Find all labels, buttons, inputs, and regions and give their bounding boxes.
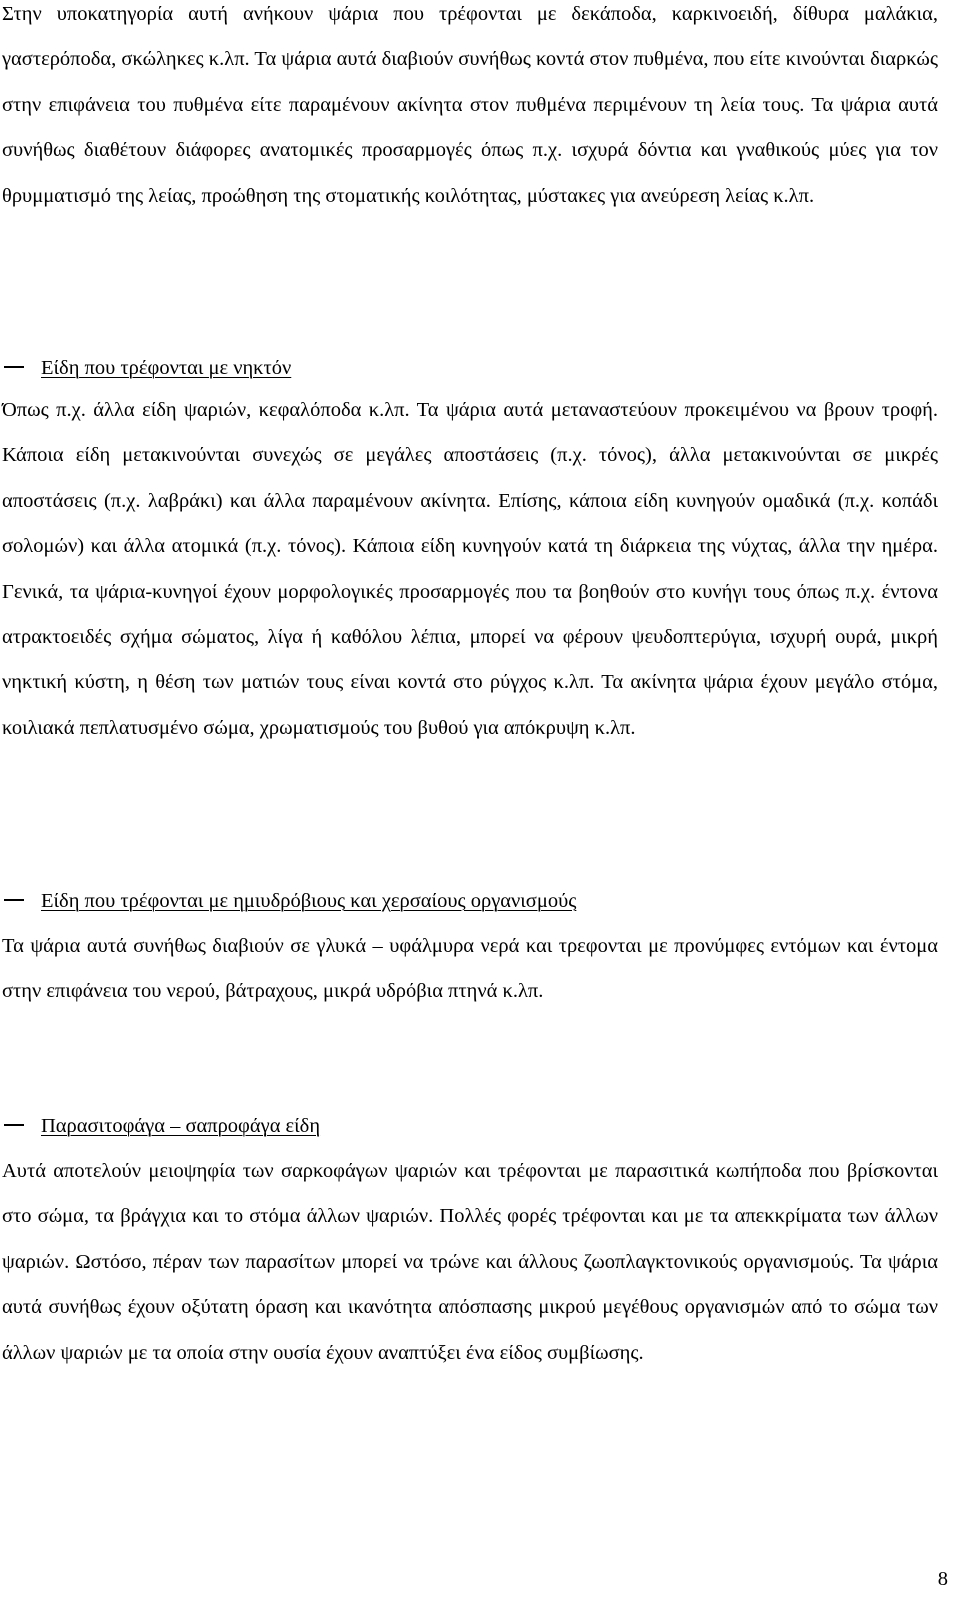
dash-bullet-icon xyxy=(4,1124,24,1126)
paragraph-nekton-feeders: Όπως π.χ. άλλα είδη ψαριών, κεφαλόποδα κ.λπ. Τα ψάρια αυτά μεταναστεύουν προκειμένου να βρουν τροφή. Κάποια είδη μετακινούνται συνεχώς σε μεγάλες αποστάσεις (π.χ. τόνος), άλλα μετακινούνται σε μικρές αποστάσεις (π.χ. λαβράκι) και άλλα παραμένουν ακίνητα. Επίσης, κάποια είδη κυνηγούν ομαδικά (π.χ. κοπάδι σολομών) και άλλα ατομικά (π.χ. τόνος). Κάποια είδη κυνηγούν κατά τη διάρκεια της νύχτας, άλλα την ημέρα. Γενικά, τα ψάρια-κυνηγοί έχουν μορφολογικές προσαρμογές που τα βοηθούν στο κυνήγι τους όπως π.χ. έντονα ατρακτοειδές σχήμα σώματος, λίγα ή καθόλου λέπια, μπορεί να φέρουν ψευδοπτερύγια, ισχυρή ουρά, μικρή νηκτική κύστη, η θέση των ματιών τους είναι κοντά στο ρύγχος κ.λπ. Τα ακίνητα ψάρια έχουν μεγάλο στόμα, κοιλιακά πεπλατυσμένο σώμα, χρωματισμούς του βυθού για απόκρυψη κ.λπ. xyxy=(2,399,938,739)
heading-parasite-feeders xyxy=(4,1111,320,1141)
heading-nekton-feeders xyxy=(4,353,291,383)
dash-bullet-icon xyxy=(4,899,24,901)
paragraph-semiaquatic-feeders: Τα ψάρια αυτά συνήθως διαβιούν σε γλυκά – υφάλμυρα νερά και τρεφονται με προνύμφες εντόμων και έντομα στην επιφάνεια του νερού, βάτραχους, μικρά υδρόβια πτηνά κ.λπ. xyxy=(2,935,938,1003)
heading-text: Παρασιτοφάγα – σαπροφάγα είδη xyxy=(41,1115,321,1137)
dash-bullet-icon xyxy=(4,366,24,368)
heading-text: Είδη που τρέφονται με νηκτόν xyxy=(41,357,292,379)
page-number: 8 xyxy=(937,1568,948,1590)
heading-semiaquatic-feeders xyxy=(4,886,576,916)
paragraph-benthic-feeders: Στην υποκατηγορία αυτή ανήκουν ψάρια που τρέφονται με δεκάποδα, καρκινοειδή, δίθυρα μαλάκια, γαστερόποδα, σκώληκες κ.λπ. Τα ψάρια αυτά διαβιούν συνήθως κοντά στον πυθμένα, που είτε κινούνται διαρκώς στην επιφάνεια του πυθμένα είτε παραμένουν ακίνητα στον πυθμένα περιμένουν τη λεία τους. Τα ψάρια αυτά συνήθως διαθέτουν διάφορες ανατομικές προσαρμογές όπως π.χ. ισχυρά δόντια και γναθικούς μύες για τον θρυμματισμό της λείας, προώθηση της στοματικής κοιλότητας, μύστακες για ανεύρεση λείας κ.λπ. xyxy=(2,3,938,207)
paragraph-parasite-feeders: Αυτά αποτελούν μειοψηφία των σαρκοφάγων ψαριών και τρέφονται με παρασιτικά κωπήποδα που βρίσκονται στο σώμα, τα βράγχια και το στόμα άλλων ψαριών. Πολλές φορές τρέφονται και με τα απεκκρίματα των άλλων ψαριών. Ωστόσο, πέραν των παρασίτων μπορεί να τρώνε και άλλους ζωοπλαγκτονικούς οργανισμούς. Τα ψάρια αυτά συνήθως έχουν οξύτατη όραση και ικανότητα απόσπασης μικρού μεγέθους οργανισμών από το σώμα των άλλων ψαριών με τα οποία στην ουσία έχουν αναπτύξει ένα είδος συμβίωσης. xyxy=(2,1160,938,1364)
heading-text: Είδη που τρέφονται με ημιυδρόβιους και χερσαίους οργανισμούς xyxy=(41,890,577,912)
